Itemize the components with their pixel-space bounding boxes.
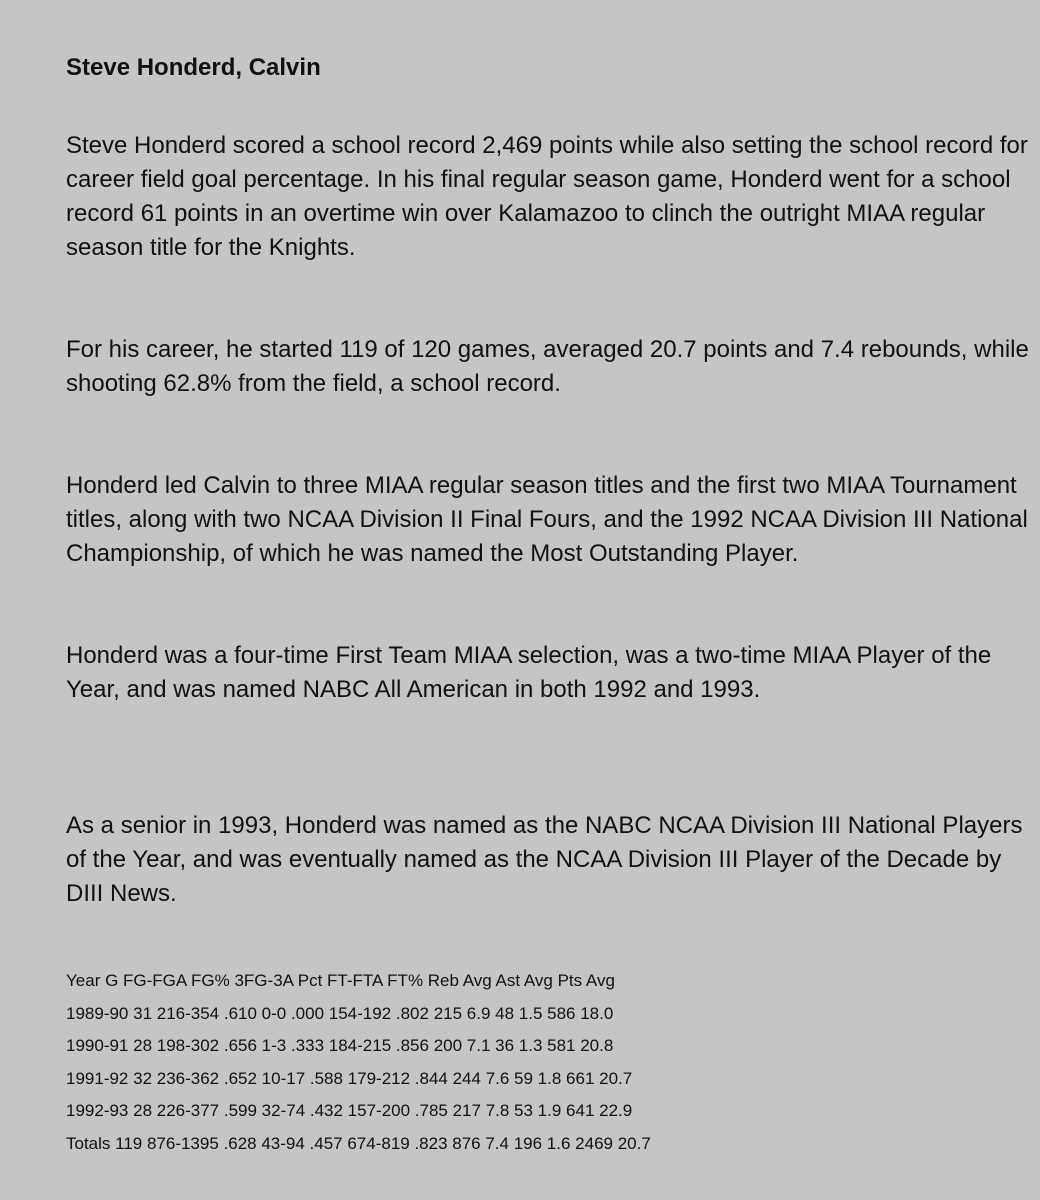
stats-table xyxy=(66,965,1026,1160)
paragraph-titles: Honderd led Calvin to three MIAA regular season titles and the first two MIAA Tournament titles, along with two NCAA Division II Final Fours, and the 1992 NCAA Division III National Championship, of which he was named the Most Outstanding Player. xyxy=(66,472,1028,567)
paragraph-senior-awards: As a senior in 1993, Honderd was named as the NABC NCAA Division III National Players of the Year, and was eventually named as the NCAA Division III Player of the Decade by DIII News. xyxy=(66,812,1023,907)
article-title: Steve Honderd, Calvin xyxy=(66,54,321,81)
stats-row: 1990-91 28 198-302 .656 1-3 .333 184-215 .856 200 7.1 36 1.3 581 20.8 xyxy=(66,1036,614,1055)
stats-row: 1989-90 31 216-354 .610 0-0 .000 154-192 .802 215 6.9 48 1.5 586 18.0 xyxy=(66,1003,614,1023)
stats-row: 1992-93 28 226-377 .599 32-74 .432 157-200 .785 217 7.8 53 1.9 641 22.9 xyxy=(66,1101,633,1120)
paragraph-honors: Honderd was a four-time First Team MIAA selection, was a two-time MIAA Player of the Year, and was named NABC All American in both 1992 and 1993. xyxy=(66,642,992,703)
paragraph-career-averages: For his career, he started 119 of 120 games, averaged 20.7 points and 7.4 rebounds, while shooting 62.8% from the field, a school record. xyxy=(66,336,1029,397)
stats-header: Year G FG-FGA FG% 3FG-3A Pct FT-FTA FT% Reb Avg Ast Avg Pts Avg xyxy=(66,971,615,990)
paragraph-career-record: Steve Honderd scored a school record 2,469 points while also setting the school record for career field goal percentage. In his final regular season game, Honderd went for a school record 61 points in an overtime win over Kalamazoo to clinch the outright MIAA regular season title for the Knights. xyxy=(66,132,1028,261)
stats-row: 1991-92 32 236-362 .652 10-17 .588 179-212 .844 244 7.6 59 1.8 661 20.7 xyxy=(66,1068,633,1088)
stats-totals-row: Totals 119 876-1395 .628 43-94 .457 674-819 .823 876 7.4 196 1.6 2469 20.7 xyxy=(66,1133,651,1153)
